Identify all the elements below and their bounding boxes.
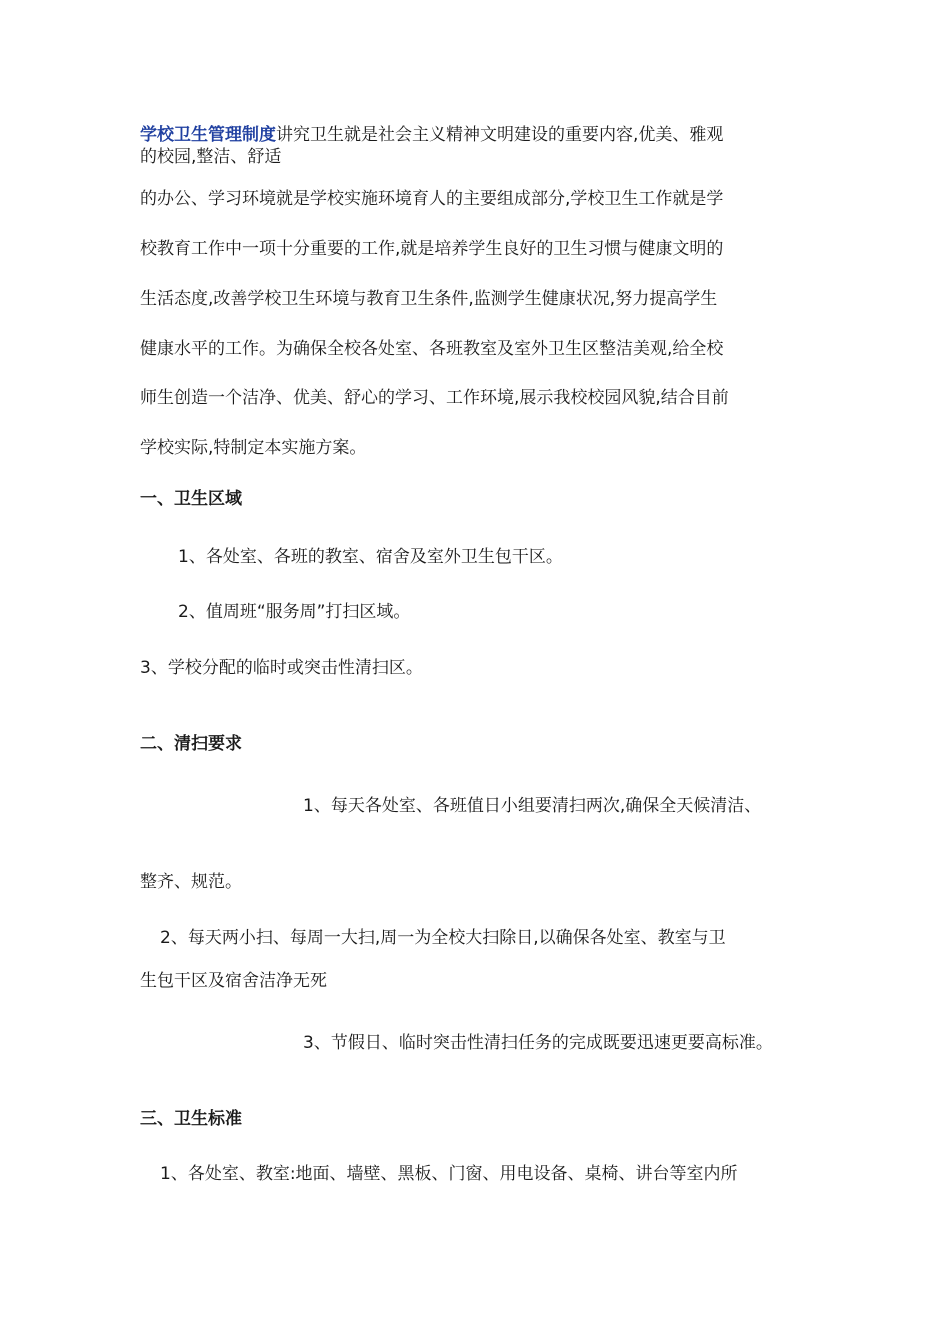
section2-item-1-cont: 整齐、规范。 — [140, 872, 242, 892]
section2-item-2: 2、每天两小扫、每周一大扫,周一为全校大扫除日,以确保各处室、教室与卫 — [160, 928, 726, 948]
section-heading-2: 二、清扫要求 — [140, 734, 242, 754]
section1-item-1: 1、各处室、各班的教室、宿舍及室外卫生包干区。 — [178, 547, 563, 567]
intro-line-1 — [140, 124, 723, 146]
intro-line-6: 健康水平的工作。为确保全校各处室、各班教室及室外卫生区整洁美观,给全校 — [140, 339, 724, 359]
section3-item-1: 1、各处室、教室:地面、墙壁、黑板、门窗、用电设备、桌椅、讲台等室内所 — [160, 1164, 738, 1184]
section-heading-1: 一、卫生区域 — [140, 489, 242, 509]
intro-line-7: 师生创造一个洁净、优美、舒心的学习、工作环境,展示我校校园风貌,结合目前 — [140, 388, 729, 408]
section2-item-1: 1、每天各处室、各班值日小组要清扫两次,确保全天候清洁、 — [303, 796, 762, 816]
intro-line-3: 的办公、学习环境就是学校实施环境育人的主要组成部分,学校卫生工作就是学 — [140, 189, 724, 209]
intro-line-8: 学校实际,特制定本实施方案。 — [140, 438, 367, 458]
intro-line-2: 的校园,整洁、舒适 — [140, 147, 282, 167]
intro-line-4: 校教育工作中一项十分重要的工作,就是培养学生良好的卫生习惯与健康文明的 — [140, 239, 724, 259]
intro-line-5: 生活态度,改善学校卫生环境与教育卫生条件,监测学生健康状况,努力提高学生 — [140, 289, 718, 309]
section2-item-2-cont: 生包干区及宿舍洁净无死 — [140, 971, 327, 991]
intro-line-1-text: 讲究卫生就是社会主义精神文明建设的重要内容,优美、雅观 — [276, 125, 724, 145]
section1-item-2: 2、值周班“服务周”打扫区域。 — [178, 602, 411, 622]
section2-item-3: 3、节假日、临时突击性清扫任务的完成既要迅速更要高标准。 — [303, 1033, 773, 1053]
section-heading-3: 三、卫生标准 — [140, 1109, 242, 1129]
section1-item-3: 3、学校分配的临时或突击性清扫区。 — [140, 658, 423, 678]
document-title-link[interactable]: 学校卫生管理制度 — [140, 125, 276, 145]
